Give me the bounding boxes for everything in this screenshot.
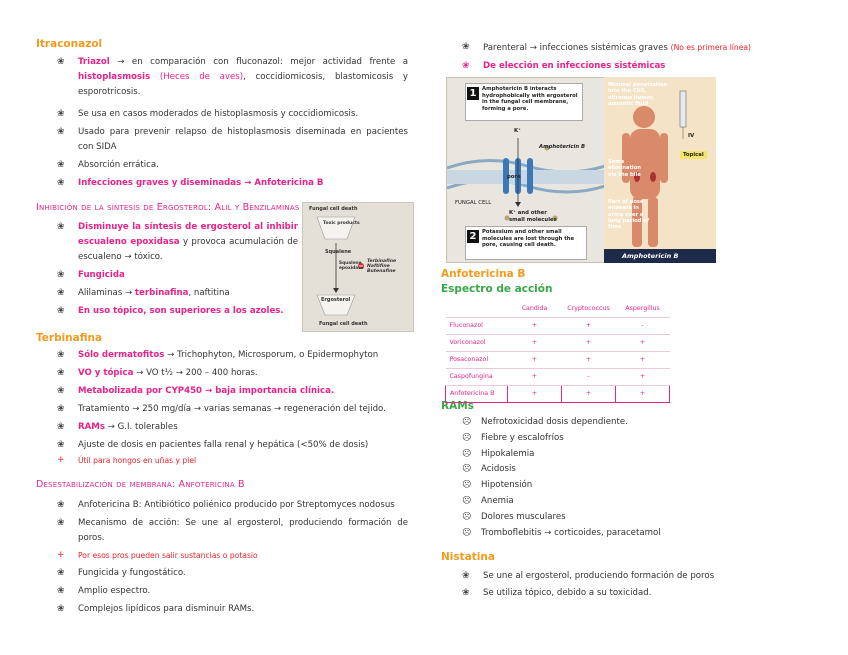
espectro-heading: Espectro de acción	[441, 283, 553, 295]
table-row-highlighted: Anfotericina B + + +	[446, 385, 670, 402]
itraconazol-heading: Itraconazol	[36, 38, 103, 50]
plus-icon: +	[57, 550, 65, 560]
rams-list	[441, 415, 821, 541]
list-item: ❀ Fungicida y fungostático.	[36, 566, 408, 581]
bullet-icon: ❀	[462, 588, 470, 598]
list-item: ☹ Tromboflebitis → corticoides, paracetamol	[441, 526, 821, 542]
list-item: ❀ Absorción errática.	[36, 158, 408, 173]
list-item: ❀ Se une al ergosterol, produciendo formación de poros	[441, 568, 821, 585]
bullet-icon: ❀	[57, 109, 65, 119]
bullet-icon: ❀	[462, 42, 470, 52]
spectrum-table	[445, 300, 670, 403]
bullet-icon: ❀	[462, 61, 470, 71]
list-item: ❀ Metabolizada por CYP450 → baja importancia clínica.	[36, 384, 408, 399]
bullet-icon: ❀	[57, 288, 65, 298]
list-item: ☹ Fiebre y escalofríos	[441, 431, 821, 447]
frown-icon: ☹	[462, 417, 472, 427]
bullet-icon: ❀	[57, 404, 65, 414]
table-row: Fluconazol + + -	[446, 317, 670, 334]
frown-icon: ☹	[462, 432, 472, 443]
bullet-icon: ❀	[57, 160, 65, 170]
bullet-icon: ❀	[57, 368, 65, 378]
list-item: ☹ Anemia	[441, 494, 821, 510]
list-item: ❀ Triazol → en comparación con fluconazol: mejor actividad frente a histoplasmosis (Heces de aves), coccidiomicosis, blastomicosis y esporotricosis.	[57, 57, 409, 97]
list-item: ❀ Se usa en casos moderados de histoplasmosis y coccidiomicosis.	[36, 107, 408, 122]
bullet-icon: ❀	[57, 604, 65, 614]
table-row: Voriconazol + + +	[446, 334, 670, 351]
list-item: ❀ Ajuste de dosis en pacientes falla renal y hepática (<50% de dosis)	[36, 438, 408, 453]
terbinafina-list	[36, 348, 408, 468]
list-item: ❀ Amplio espectro.	[36, 584, 408, 599]
bullet-icon: ❀	[462, 571, 470, 581]
ergosterol-heading: Inhibición de la síntesis de Ergosterol: Alil y Benzilaminas	[36, 202, 300, 213]
step-number-1: 1	[467, 87, 479, 100]
bullet-icon: ❀	[57, 178, 65, 188]
ergosterol-list	[36, 220, 298, 319]
list-item: ☹ Hipotensión	[441, 478, 821, 494]
list-item: ❀ Anfotericina B: Antibiótico poliénico producido por Streptomyces nodosus	[36, 498, 408, 513]
bullet-icon: ❀	[57, 57, 65, 67]
plus-icon: +	[57, 455, 65, 465]
step-number-2: 2	[467, 230, 479, 243]
bullet-icon: ❀	[57, 222, 65, 232]
list-item: ❀ Complejos lipídicos para disminuir RAMs.	[36, 602, 408, 617]
list-item: ❀ En uso tópico, son superiores a los azoles.	[36, 304, 298, 319]
frown-icon: ☹	[462, 480, 472, 491]
list-item: ❀ Fungicida	[36, 268, 298, 283]
list-item: ❀ Mecanismo de acción: Se une al ergosterol, produciendo formación de poros.	[57, 518, 408, 543]
list-item: ❀ Tratamiento → 250 mg/día → varias semanas → regeneración del tejido.	[36, 402, 408, 417]
bullet-icon: ❀	[57, 127, 65, 137]
amphotericin-mechanism-figure: 1 Amphotericin B interacts hydrophobically with ergosterol in the fungal cell membrane, forming a pore. K⁺ Amphotericin B pore FUNGAL CELL K⁺ and other small molecules 2 Potassium and other small molecules are lost through the pore, causing cell death.	[446, 77, 716, 263]
list-item: ❀ Usado para prevenir relapso de histoplasmosis diseminada en pacientes con SIDA	[57, 127, 408, 152]
anfotericina-heading: Anfotericina B	[441, 268, 526, 280]
bullet-icon: ❀	[57, 306, 65, 316]
frown-icon: ☹	[462, 527, 472, 538]
bullet-icon: ❀	[57, 500, 65, 510]
bullet-icon: ❀	[57, 586, 65, 596]
bullet-icon: ❀	[57, 568, 65, 578]
frown-icon: ☹	[462, 448, 472, 459]
frown-icon: ☹	[462, 495, 472, 506]
list-item: ❀ Alilaminas → terbinafina, naftitina	[36, 286, 298, 301]
bullet-icon: ❀	[57, 350, 65, 360]
nistatina-heading: Nistatina	[441, 551, 495, 563]
list-item: ❀ Parenteral → infecciones sistémicas graves (No es primera línea)	[462, 42, 752, 53]
amphotericin-body-figure: Minimal penetration into the CNS, vitreous humor, amniotic fluid IV Topical Some elimination via the bile Part of dose appears in urine over a long period of time Amphotericin B	[604, 77, 716, 263]
frown-icon: ☹	[462, 464, 472, 475]
list-item: ☹ Nefrotoxicidad dosis dependiente.	[441, 415, 821, 431]
list-item: + Útil para hongos en uñas y piel	[36, 453, 408, 468]
list-item: ☹ Acidosis	[441, 462, 821, 478]
itraconazol-list	[36, 55, 408, 191]
bullet-icon: ❀	[57, 518, 65, 528]
terbinafina-heading: Terbinafina	[36, 332, 103, 344]
ergosterol-pathway-figure: Fungal cell death Toxic products Squalene Squalene epoxidase Terbinafine Naftifine Butenafine Ergosterol Fungal cell death	[302, 202, 414, 332]
list-item: ❀ Infecciones graves y diseminadas → Anfotericina B	[36, 176, 408, 191]
list-item: ❀ De elección en infecciones sistémicas	[441, 59, 821, 74]
rams-heading: RAMs	[441, 400, 474, 412]
list-item: ❀ RAMs → G.I. tolerables	[36, 420, 408, 435]
list-item: ☹ Hipokalemia	[441, 447, 821, 463]
anfo-top-list	[441, 40, 821, 74]
list-item: ☹ Dolores musculares	[441, 510, 821, 526]
frown-icon: ☹	[462, 511, 472, 522]
membrana-list	[36, 498, 408, 617]
table-row: Posaconazol + + +	[446, 351, 670, 368]
list-item: + Por esos pros pueden salir sustancias o potasio	[36, 548, 408, 563]
list-item: ❀ VO y tópica → VO t½ → 200 – 400 horas.	[36, 366, 408, 381]
nistatina-list	[441, 568, 821, 602]
table-row: Caspofungina + - +	[446, 368, 670, 385]
table-header-row: Candida Cryptococcus Aspergillus	[446, 300, 670, 317]
bullet-icon: ❀	[57, 422, 65, 432]
list-item: ❀ Sólo dermatofitos → Trichophyton, Microsporum, o Epidermophyton	[36, 348, 408, 363]
list-item: ❀ Disminuye la síntesis de ergosterol al inhibir escualeno epoxidasa y provoca acumulación de escualeno → tóxico.	[57, 222, 298, 262]
bullet-icon: ❀	[57, 386, 65, 396]
bullet-icon: ❀	[57, 270, 65, 280]
membrana-heading: Desestabilización de membrana: Anfotericina B	[36, 479, 245, 490]
bullet-icon: ❀	[57, 440, 65, 450]
list-item: ❀ Se utiliza tópico, debido a su toxicidad.	[441, 585, 821, 602]
